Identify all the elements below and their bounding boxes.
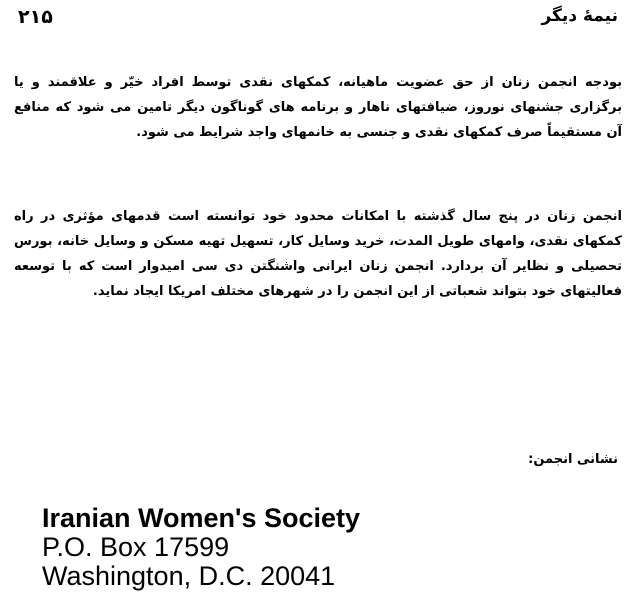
page-number: ۲۱۵ xyxy=(18,6,53,28)
city-line: Washington, D.C. 20041 xyxy=(42,561,336,591)
body-paragraph-achievements: انجمن زنان در پنج سال گذشته با امکانات محدود خود توانسته است قدمهای مؤثری در راه کمکهای نقدی، وامهای طویل المدت، خرید وسایل کار، تسهیل تهیه مسکن و وسایل خانه، بورس تحصیلی و نظایر آن بردارد. انجمن زنان ایرانی واشنگتن دی سی امیدوار است که با توسعه فعالیتهای خود بتواند شعباتی از این انجمن را در شهرهای مختلف امریکا ایجاد نماید. xyxy=(14,209,622,299)
po-box-line: P.O. Box 17599 xyxy=(42,532,230,562)
running-title: نیمهٔ دیگر xyxy=(541,6,618,26)
body-paragraph-budget: بودجه انجمن زنان از حق عضویت ماهیانه، کمکهای نقدی توسط افراد خیّر و علاقمند و یا برگزاری جشنهای نوروز، ضیافتهای ناهار و برنامه های گوناگون دیگر تامین می شود که منافع آن مستقیماً صرف کمکهای نقدی و جنسی به خانمهای واجد شرایط می شود. xyxy=(14,75,622,140)
organization-name: Iranian Women's Society xyxy=(42,503,361,533)
page-header xyxy=(14,6,622,32)
address-block xyxy=(42,504,360,591)
address-label: نشانی انجمن: xyxy=(528,452,618,467)
